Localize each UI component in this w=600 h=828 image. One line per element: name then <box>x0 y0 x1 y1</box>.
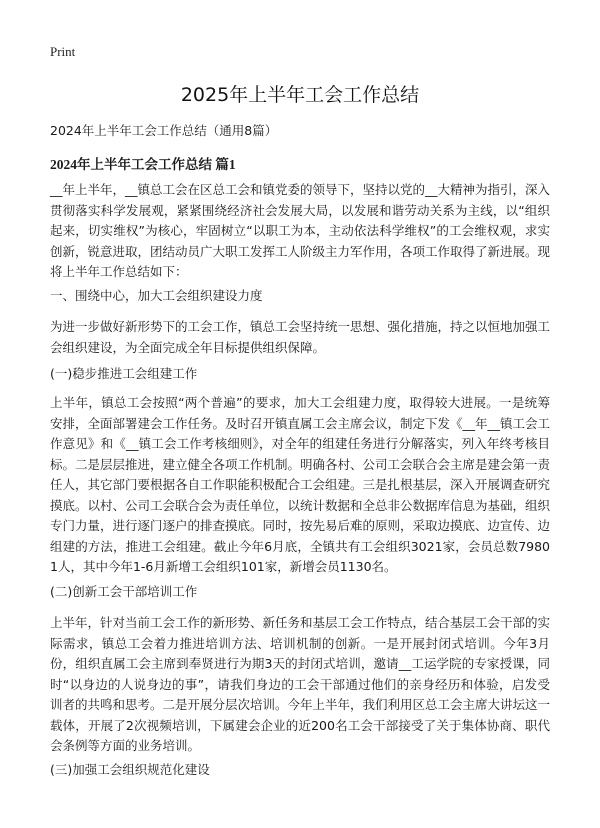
print-link[interactable]: Print <box>50 44 76 59</box>
paragraph-training: 上半年，针对当前工会工作的新形势、新任务和基层工会工作特点，结合基层工会干部的实际需求，镇总工会着力推进培训方法、培训机制的创新。一是开展封闭式培训。今年3月份，组织直属工会主席到奉贤进行为期3天的封闭式培训，邀请__工运学院的专家授课，同时“以身边的人说身边的事”，请我们身边的工会干部通过他们的亲身经历和体验，启发受训者的共鸣和思考。二是开展分层次培训。今年上半年，我们利用区总工会主席大讲坛这一载体，开展了2次视频培训，下属建会企业的近200名工会干部接受了关于集体协商、职代会条例等方面的业务培训。 <box>50 615 551 753</box>
paragraph-intro: __年上半年，__镇总工会在区总工会和镇党委的领导下，坚持以党的__大精神为指引，深入贯彻落实科学发展观，紧紧围绕经济社会发展大局，以发展和谐劳动关系为主线，以“组织起来，切实维权”为核心，牢固树立“以职工为本，主动依法科学维权”的工会维权观，求实创新，锐意进取，团结动员广大职工发挥工人阶级主力军作用，各项工作取得了新进展。现将上半年工作总结如下： <box>50 182 551 279</box>
document-title: 2025年上半年工会工作总结 <box>180 84 420 106</box>
paragraph-union-formation: 上半年，镇总工会按照“两个普遍”的要求，加大工会组建力度，取得较大进展。一是统筹安排，全面部署建会工作任务。及时召开镇直属工会主席会议，制定下发《__年__镇工会工作意见》和《__镇工会工作考核细则》，对全年的组建任务进行分解落实，列入年终考核目标。二是层层推进，建立健全各项工作机制。明确各村、公司工会联合会主席是建会第一责任人，其它部门要根据各自工作职能积极配合工会组建。三是扎根基层，深入开展调查研究摸底。以村、公司工会联合会为责任单位，以统计数据和全总非公数据库信息为基础，组织专门力量，进行逐门逐户的排查摸底。同时，按先易后难的原则，采取边摸底、边宣传、边组建的方法，推进工会组建。截止今年6月底，全镇共有工会组织3021家，会员总数79801人，其中今年1-6月新增工会组织101家，新增会员1130名。 <box>50 395 551 574</box>
document-subtitle: 2024年上半年工会工作总结（通用8篇） <box>50 123 278 138</box>
heading-part-one: 一、围绕中心，加大工会组织建设力度 <box>50 288 263 303</box>
section-heading: 2024年上半年工会工作总结 篇1 <box>50 157 236 172</box>
heading-sub-one: (一)稳步推进工会组建工作 <box>50 366 198 381</box>
heading-sub-two: (二)创新工会干部培训工作 <box>50 584 198 599</box>
heading-sub-three: (三)加强工会组织规范化建设 <box>50 762 210 777</box>
paragraph-org-building: 为进一步做好新形势下的工会工作，镇总工会坚持统一思想、强化措施，持之以恒地加强工会组织建设，为全面完成全年目标提供组织保障。 <box>50 319 551 355</box>
